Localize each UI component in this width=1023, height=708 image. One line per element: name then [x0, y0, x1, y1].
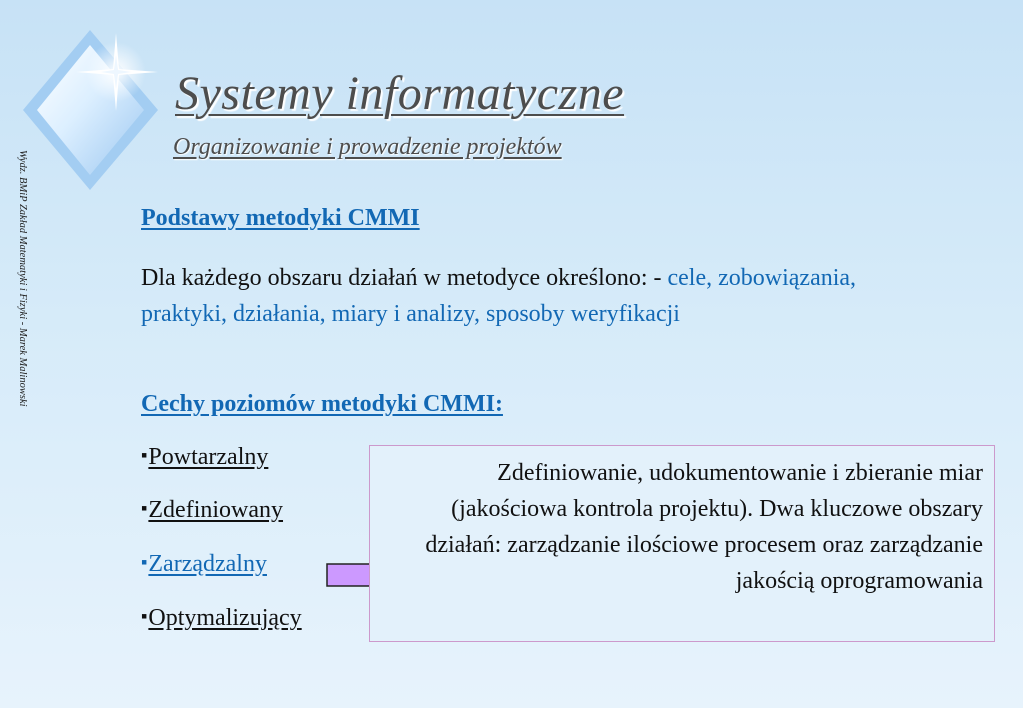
- body-intro-text: Dla każdego obszaru działań w metodyce określono: -: [141, 265, 668, 291]
- heading-levels: Cechy poziomów metodyki CMMI:: [141, 391, 503, 417]
- level-label: Optymalizujący: [148, 605, 302, 631]
- level-description-box: Zdefiniowanie, udokumentowanie i zbieranie miar (jakościowa kontrola projektu). Dwa kluczowe obszary działań: zarządzanie ilościowe procesem oraz zarządzanie jakością oprogramowania: [369, 445, 995, 642]
- level-item-powtarzalny: [141, 444, 268, 471]
- slide-title: Systemy informatyczne: [175, 67, 625, 120]
- level-label: Zdefiniowany: [148, 497, 284, 523]
- level-item-optymalizujacy: [141, 605, 302, 632]
- slide-subtitle: Organizowanie i prowadzenie projektów: [173, 134, 562, 160]
- level-item-zdefiniowany: [141, 497, 283, 524]
- level-label: Zarządzalny: [148, 551, 267, 577]
- sidebar-author-text: Wydz. BMiP Zakład Matematyki i Fizyki - Marek Malinowski: [17, 150, 28, 407]
- bullet-square-icon: ▪: [141, 498, 148, 518]
- heading-basics: Podstawy metodyki CMMI: [141, 205, 420, 231]
- bullet-square-icon: ▪: [141, 606, 148, 626]
- level-item-zarzadzalny: [141, 551, 267, 578]
- bullet-square-icon: ▪: [141, 552, 148, 572]
- level-label: Powtarzalny: [148, 444, 269, 470]
- diamond-sparkle-logo-icon: [18, 25, 168, 200]
- body-highlight-text: cele, zobowiązania, praktyki, działania, miary i analizy, sposoby weryfikacji: [141, 265, 857, 327]
- bullet-square-icon: ▪: [141, 445, 148, 465]
- body-paragraph: [141, 260, 921, 332]
